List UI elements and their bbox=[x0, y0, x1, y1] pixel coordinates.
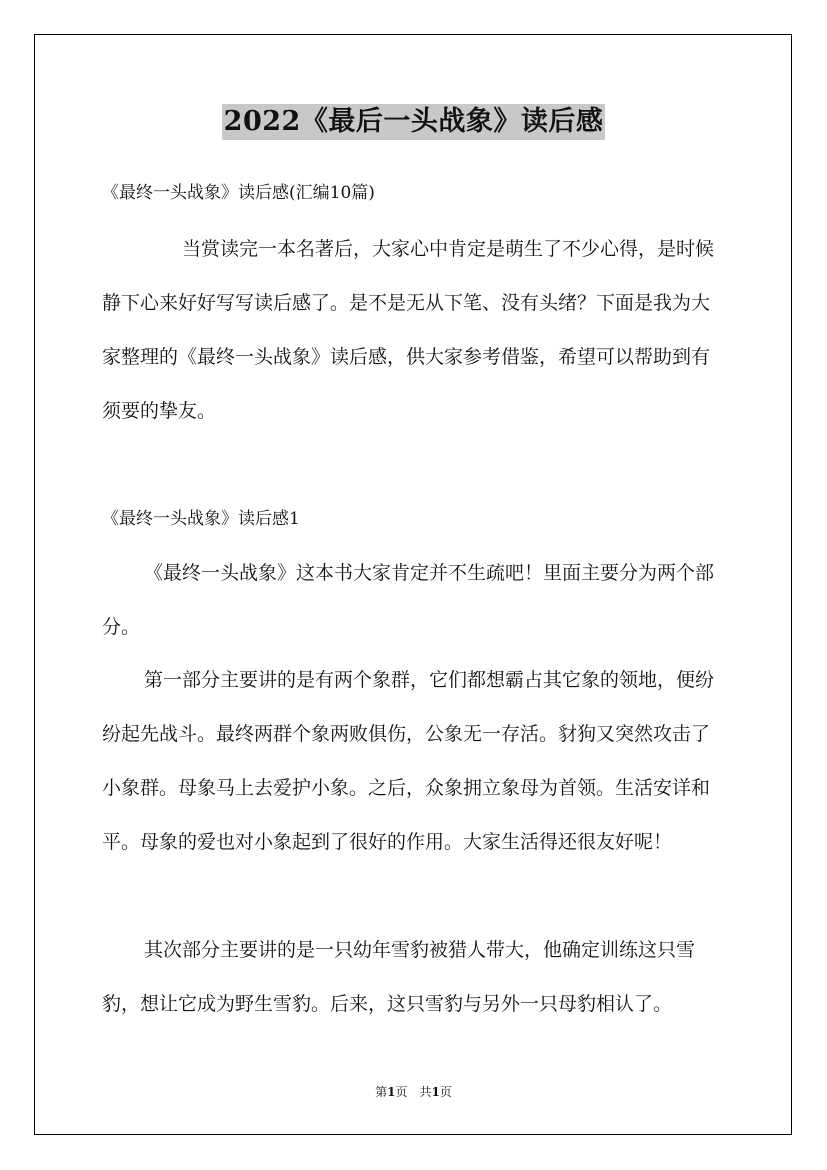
footer-page-total: 1 bbox=[431, 1085, 440, 1099]
document-subtitle: 《最终一头战象》读后感(汇编10篇) bbox=[102, 183, 375, 203]
document-title: 2022《最后一头战象》读后感 bbox=[222, 104, 606, 140]
body-paragraph-2: 第一部分主要讲的是有两个象群，它们都想霸占其它象的领地，便纷纷起先战斗。最终两群个象两败俱伤，公象无一存活。豺狗又突然攻击了小象群。母象马上去爱护小象。之后，众象拥立象母为首领。生活安详和平。母象的爱也对小象起到了很好的作用。大家生活得还很友好呢！ bbox=[102, 669, 715, 853]
intro-paragraph: 当赏读完一本名著后，大家心中肯定是萌生了不少心得，是时候静下心来好好写写读后感了。是不是无从下笔、没有头绪？下面是我为大家整理的《最终一头战象》读后感，供大家参考借鉴，希望可以帮助到有须要的挚友。 bbox=[102, 238, 715, 422]
body-paragraph-3: 其次部分主要讲的是一只幼年雪豹被猎人带大，他确定训练这只雪豹，想让它成为野生雪豹。后来，这只雪豹与另外一只母豹相认了。 bbox=[102, 939, 696, 1015]
footer-page-mid: 页 共 bbox=[395, 1085, 432, 1099]
page-footer bbox=[0, 1084, 827, 1100]
section-heading: 《最终一头战象》读后感1 bbox=[102, 509, 300, 529]
footer-page-number: 1 bbox=[387, 1085, 396, 1099]
body-paragraph-1: 《最终一头战象》这本书大家肯定并不生疏吧！里面主要分为两个部分。 bbox=[102, 562, 715, 638]
footer-page-suffix: 页 bbox=[439, 1085, 452, 1099]
footer-page-prefix: 第 bbox=[375, 1085, 388, 1099]
title-container bbox=[0, 104, 827, 140]
